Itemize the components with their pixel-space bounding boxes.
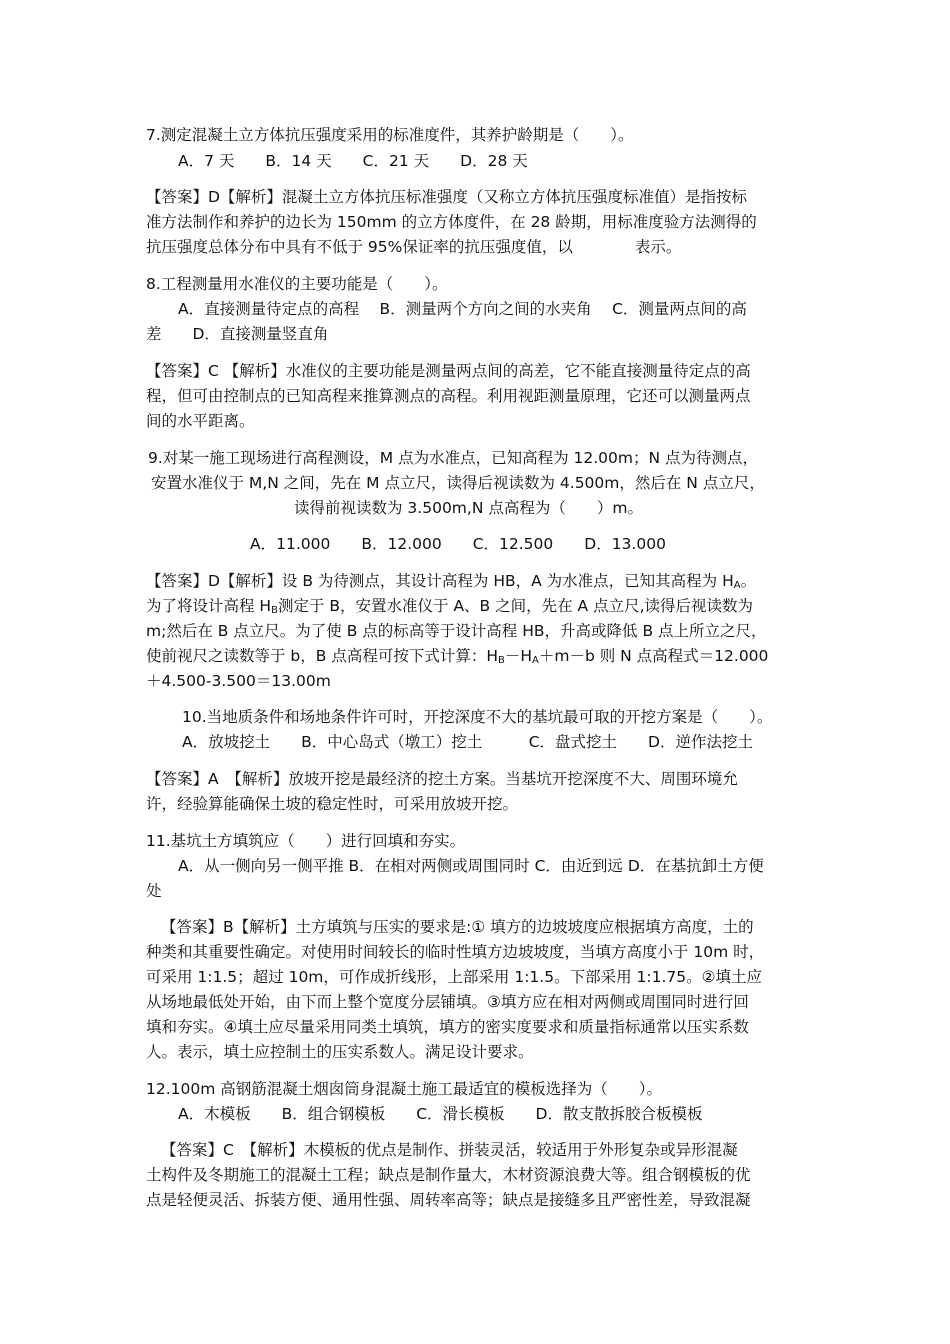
question-11-answer-line: 种类和其重要性确定。对使用时间较长的临时性填方边坡坡度，当填方高度小于 10m 时， bbox=[146, 943, 765, 961]
question-11-answer-line: 可采用 1:1.5；超过 10m，可作成折线形，上部采用 1:1.5。下部采用 1:1.75。②填土应 bbox=[146, 968, 762, 986]
question-7-answer-line: 准方法制作和养护的边长为 150mm 的立方体度件，在 28 龄期，用标准度验方法测得的 bbox=[146, 213, 757, 231]
question-11-options-line: 处 bbox=[146, 882, 162, 900]
question-10-options: A．放坡挖土 B．中心岛式（墩工）挖土 C．盘式挖土 D．逆作法挖土 bbox=[182, 733, 753, 751]
question-10-answer-line: 【答案】A 【解析】放坡开挖是最经济的挖土方案。当基坑开挖深度不大、周围环境允 bbox=[146, 770, 738, 788]
question-9-answer-line: ＋4.500-3.500＝13.00m bbox=[146, 672, 331, 690]
question-12-options: A．木模板 B．组合钢模板 C．滑长模板 D．散支散拆胶合板模板 bbox=[178, 1105, 703, 1123]
question-12-stem: 12.100m 高钢筋混凝土烟囱筒身混凝土施工最适宜的模板选择为（ ）。 bbox=[146, 1080, 663, 1098]
question-11-options-line: A．从一侧向另一侧平推 B．在相对两侧或周围同时 C．由近到远 D．在基抗卸土方便 bbox=[178, 857, 764, 875]
question-9-answer-line: 使前视尺之读数等于 b，B 点高程可按下式计算：$H_B-H_A+m-b$ 则 N 点高程式＝12.000 bbox=[146, 647, 769, 666]
question-7-stem: 7.测定混凝土立方体抗压强度采用的标准度件，其养护龄期是（ ）。 bbox=[146, 126, 634, 144]
question-10-answer-line: 许，经验算能确保土坡的稳定性时，可采用放坡开挖。 bbox=[146, 795, 519, 813]
question-9-options: A．11.000 B．12.000 C．12.500 D．13.000 bbox=[250, 535, 666, 553]
question-8-options-line: 差 D．直接测量竖直角 bbox=[146, 325, 329, 343]
question-9-answer-line: m;然后在 B 点立尺。为了使 B 点的标高等于设计高程 HB，升高或降低 B 点上所立之尺， bbox=[146, 622, 767, 640]
question-11-stem: 11.基坑土方填筑应（ ）进行回填和夯实。 bbox=[146, 832, 466, 850]
question-11-answer-line: 人。表示，填土应控制土的压实系数人。满足设计要求。 bbox=[146, 1043, 534, 1061]
question-9-answer-line: 【答案】D【解析】设 B 为待测点，其设计高程为 HB，A 为水准点，已知其高程为 $H_A$。 bbox=[146, 572, 757, 591]
question-10-stem: 10.当地质条件和场地条件许可时，开挖深度不大的基坑最可取的开挖方案是（ ）。 bbox=[182, 708, 773, 726]
question-12-answer-line: 【答案】C 【解析】木模板的优点是制作、拼装灵活，较适用于外形复杂或异形混凝 bbox=[161, 1141, 738, 1159]
question-11-answer-line: 【答案】B【解析】土方填筑与压实的要求是:① 填方的边坡坡度应根据填方高度，土的 bbox=[161, 918, 754, 936]
question-8-stem: 8.工程测量用水准仪的主要功能是（ ）。 bbox=[146, 275, 448, 293]
question-9-answer-line: 为了将设计高程 $H_B$测定于 B，安置水准仪于 A、B 之间，先在 A 点立尺,读得后视读数为 bbox=[146, 597, 754, 616]
question-12-answer-line: 土构件及冬期施工的混凝土工程；缺点是制作量大，木材资源浪费大等。组合钢模板的优 bbox=[146, 1166, 751, 1184]
question-12-answer-line: 点是轻便灵活、拆装方便、通用性强、周转率高等；缺点是接缝多且严密性差，导致混凝 bbox=[146, 1191, 751, 1209]
question-11-answer-line: 从场地最低处开始，由下而上整个宽度分层铺填。③填方应在相对两侧或周围同时进行回 bbox=[146, 993, 749, 1011]
question-7-answer-line: 【答案】D【解析】混凝土立方体抗压标准强度（又称立方体抗压强度标准值）是指按标 bbox=[146, 188, 747, 206]
question-8-options-line: A．直接测量待定点的高程 B．测量两个方向之间的水夹角 C．测量两点间的高 bbox=[178, 300, 747, 318]
question-8-answer-line: 程，但可由控制点的已知高程来推算测点的高程。利用视距测量原理，它还可以测量两点 bbox=[146, 387, 751, 405]
question-11-answer-line: 填和夯实。④填土应尽量采用同类土填筑，填方的密实度要求和质量指标通常以压实系数 bbox=[146, 1018, 749, 1036]
question-9-stem-line: 安置水准仪于 M,N 之间，先在 M 点立尺，读得后视读数为 4.500m，然后在 N 点立尺， bbox=[151, 474, 765, 492]
question-7-answer-line: 抗压强度总体分布中具有不低于 95%保证率的抗压强度值，以 表示。 bbox=[146, 238, 682, 256]
question-8-answer-line: 【答案】C 【解析】水准仪的主要功能是测量两点间的高差，它不能直接测量待定点的高 bbox=[146, 362, 751, 380]
question-9-stem-line: 9.对某一施工现场进行高程测设，M 点为水准点，已知高程为 12.00m；N 点为待测点， bbox=[148, 449, 759, 467]
question-9-stem-line: 读得前视读数为 3.500m,N 点高程为（ ）m。 bbox=[294, 499, 643, 517]
question-8-answer-line: 间的水平距离。 bbox=[146, 412, 255, 430]
question-7-options: A．7 天 B．14 天 C．21 天 D．28 天 bbox=[178, 152, 528, 170]
